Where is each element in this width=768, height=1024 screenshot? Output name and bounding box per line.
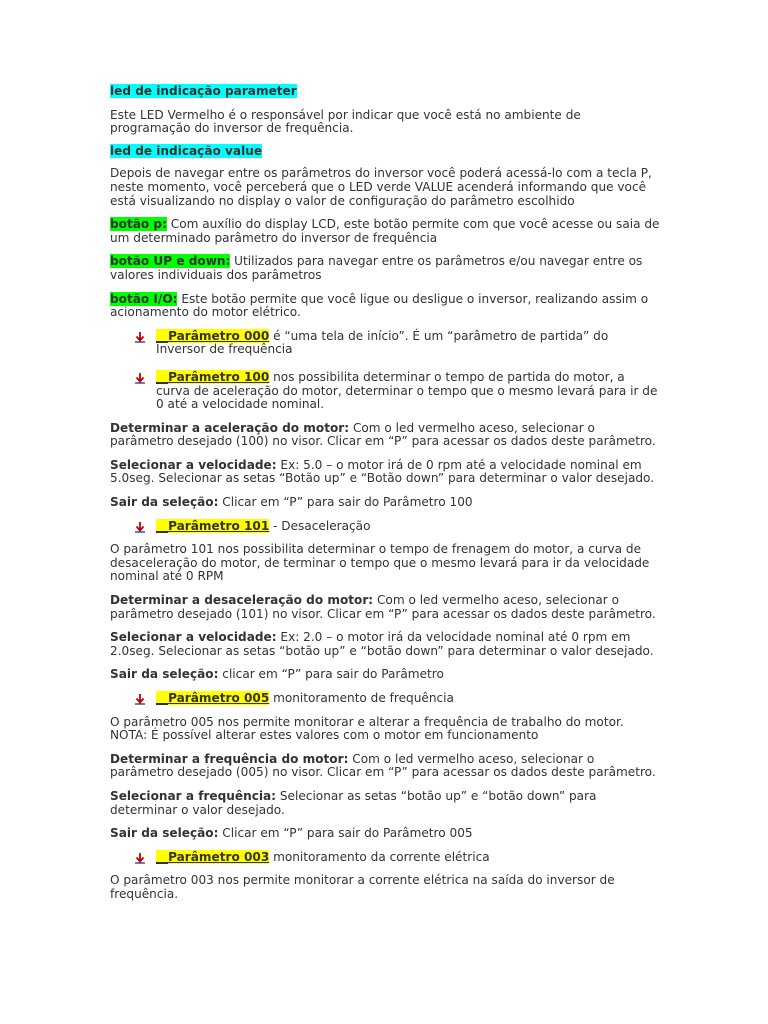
- bullet-parametro-100: [110, 371, 660, 412]
- paragraph-aceleracao: [110, 422, 660, 449]
- paragraph-botao-io: [110, 293, 660, 320]
- text-velocidade-101: Ex: 2.0 – o motor irá da velocidade nominal até 0 rpm em 2.0seg. Selecionar as setas “botão up” e “botão down” para determinar o valor desejado.: [110, 630, 654, 658]
- down-arrow-icon: [134, 372, 146, 384]
- label-parametro-100: __Parâmetro 100: [156, 369, 270, 384]
- bullet-parametro-003: [110, 851, 660, 865]
- bullet-parametro-000: [110, 330, 660, 357]
- down-arrow-icon: [134, 852, 146, 864]
- label-sair-100: Sair da seleção:: [110, 495, 219, 510]
- text-parametro-003: monitoramento da corrente elétrica: [269, 849, 490, 864]
- text-sair-005: Clicar em “P” para sair do Parâmetro 005: [218, 826, 473, 841]
- label-frequencia-motor: Determinar a frequência do motor:: [110, 751, 349, 766]
- label-selecionar-frequencia: Selecionar a frequência:: [110, 788, 277, 803]
- text-velocidade-100: Ex: 5.0 – o motor irá de 0 rpm até a velocidade nominal em 5.0seg. Selecionar as setas “Botão up” e “Botão down” para determinar o valor desejado.: [110, 457, 655, 486]
- label-botao-up-down: botão UP e down:: [110, 254, 231, 269]
- heading-led-value-text: led de indicação value: [110, 143, 263, 158]
- label-sair-005: Sair da seleção:: [110, 826, 219, 841]
- label-botao-p: botão p:: [110, 217, 167, 232]
- paragraph-selecionar-frequencia: [110, 790, 660, 817]
- paragraph-parametro-003: O parâmetro 003 nos permite monitorar a corrente elétrica na saída do inversor de frequência.: [110, 873, 615, 901]
- text-botao-io: Este botão permite que você ligue ou desligue o inversor, realizando assim o acionamento do motor elétrico.: [110, 291, 649, 320]
- text-aceleracao: Com o led vermelho aceso, selecionar o parâmetro desejado (100) no visor. Clicar em “P” para acessar os dados deste parâmetro.: [110, 420, 656, 449]
- paragraph-botao-up-down: [110, 255, 660, 282]
- text-sair-100: Clicar em “P” para sair do Parâmetro 100: [218, 495, 473, 510]
- paragraph-parametro-005: O parâmetro 005 nos permite monitorar e alterar a frequência de trabalho do motor. NOTA: É possível alterar estes valores com o motor em funcionamento: [110, 714, 624, 743]
- paragraph-parametro-101: O parâmetro 101 nos possibilita determinar o tempo de frenagem do motor, a curva de desaceleração do motor, de terminar o tempo que o mesmo levará para ir da velocidade nominal até 0 RPM: [110, 542, 650, 584]
- text-sair-101: clicar em “P” para sair do Parâmetro: [218, 667, 444, 682]
- heading-led-value: [110, 145, 660, 159]
- bullet-parametro-101: [110, 520, 660, 534]
- paragraph-led-value: Depois de navegar entre os parâmetros do inversor você poderá acessá-lo com a tecla P, neste momento, você perceberá que o LED verde VALUE acenderá informando que você está visualizando no display o valor de configuração do parâmetro escolhido: [110, 166, 652, 208]
- text-selecionar-frequencia: Selecionar as setas “botão up” e “botão down” para determinar o valor desejado.: [110, 788, 597, 817]
- paragraph-sair-005: [110, 827, 660, 841]
- heading-led-parameter: [110, 85, 660, 99]
- down-arrow-icon: [134, 693, 146, 705]
- document-page: [110, 85, 660, 902]
- paragraph-sair-101: [110, 668, 660, 682]
- text-parametro-005: monitoramento de frequência: [269, 691, 454, 705]
- paragraph-desaceleracao: [110, 594, 660, 621]
- text-parametro-100: nos possibilita determinar o tempo de partida do motor, a curva de aceleração do motor, determinar o tempo que o mesmo levará para ir de 0 até a velocidade nominal.: [156, 369, 658, 412]
- label-botao-io: botão I/O:: [110, 291, 178, 306]
- paragraph-led-parameter: Este LED Vermelho é o responsável por indicar que você está no ambiente de programação do inversor de frequência.: [110, 107, 581, 136]
- text-botao-up-down: Utilizados para navegar entre os parâmetros e/ou navegar entre os valores individuais dos parâmetros: [110, 254, 643, 282]
- down-arrow-icon: [134, 521, 146, 533]
- label-parametro-003: __Parâmetro 003: [156, 849, 270, 864]
- down-arrow-icon: [134, 331, 146, 343]
- paragraph-frequencia-motor: [110, 753, 660, 780]
- text-parametro-101: - Desaceleração: [269, 518, 371, 533]
- label-aceleracao: Determinar a aceleração do motor:: [110, 420, 350, 435]
- label-velocidade-101: Selecionar a velocidade:: [110, 630, 277, 645]
- text-parametro-000: é “uma tela de início”. É um “parâmetro de partida” do Inversor de frequência: [156, 328, 609, 357]
- label-parametro-005: __Parâmetro 005: [156, 691, 270, 705]
- label-sair-101: Sair da seleção:: [110, 667, 219, 682]
- paragraph-velocidade-100: [110, 459, 660, 486]
- label-parametro-101: __Parâmetro 101: [156, 518, 270, 533]
- text-botao-p: Com auxílio do display LCD, este botão permite com que você acesse ou saia de um determinado parâmetro do inversor de frequência: [110, 217, 660, 245]
- text-frequencia-motor: Com o led vermelho aceso, selecionar o parâmetro desejado (005) no visor. Clicar em “P” para acessar os dados deste parâmetro.: [110, 751, 656, 780]
- bullet-parametro-005: [110, 692, 660, 706]
- paragraph-sair-100: [110, 496, 660, 510]
- label-parametro-000: __Parâmetro 000: [156, 328, 270, 343]
- paragraph-botao-p: [110, 218, 660, 245]
- paragraph-velocidade-101: [110, 631, 660, 658]
- text-desaceleracao: Com o led vermelho aceso, selecionar o parâmetro desejado (101) no visor. Clicar em “P” para acessar os dados deste parâmetro.: [110, 593, 656, 621]
- label-velocidade-100: Selecionar a velocidade:: [110, 457, 277, 472]
- label-desaceleracao: Determinar a desaceleração do motor:: [110, 593, 374, 608]
- heading-led-parameter-text: led de indicação parameter: [110, 84, 297, 98]
